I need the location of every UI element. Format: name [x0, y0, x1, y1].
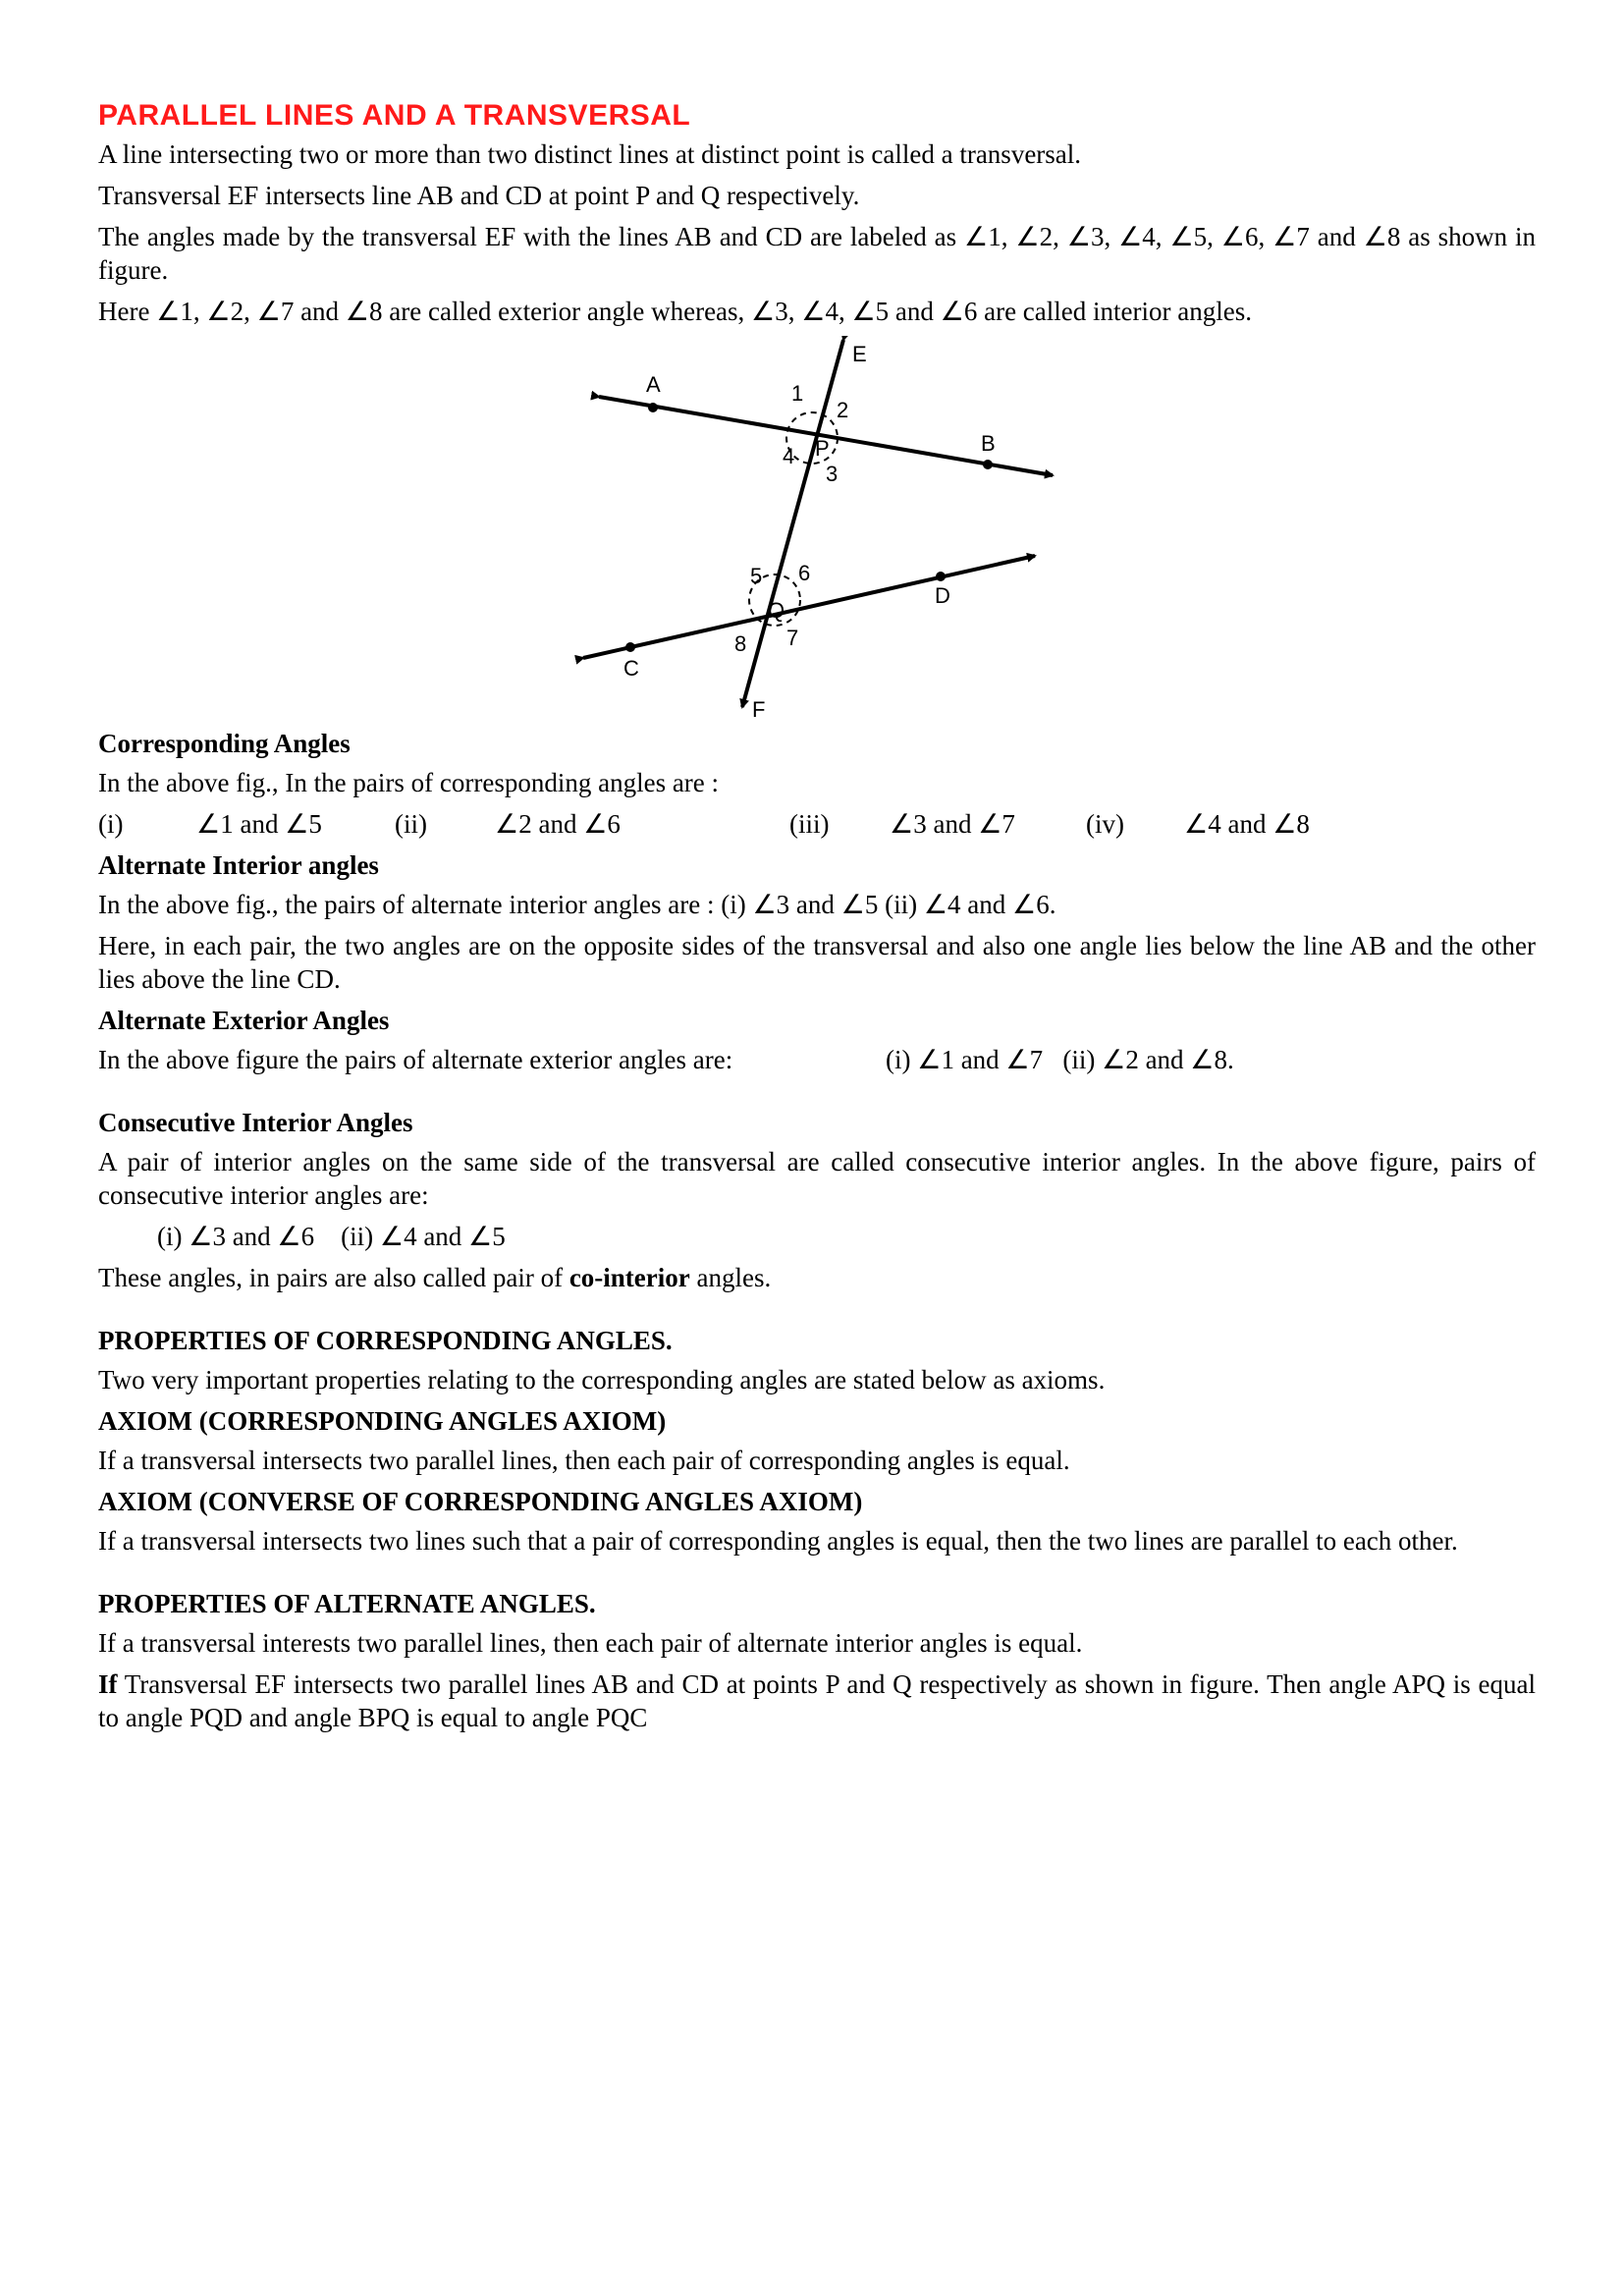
pair-num-iv: (iv)	[1086, 809, 1124, 839]
consecutive-heading: Consecutive Interior Angles	[98, 1108, 413, 1137]
label-point-q: Q	[768, 598, 785, 623]
consecutive-text: A pair of interior angles on the same side of the transversal are called consecutive interior angles. In the above figure, pairs of consecutive interior angles are:	[98, 1147, 1536, 1210]
axiom-1-text: If a transversal intersects two parallel lines, then each pair of corresponding angles is equal.	[98, 1446, 1070, 1475]
intro-paragraph-1: A line intersecting two or more than two distinct lines at distinct point is called a transversal.	[98, 139, 1082, 169]
label-point-f: F	[752, 697, 766, 722]
co-interior-note-before: These angles, in pairs are also called pair of	[98, 1263, 569, 1292]
pair-3-7: ∠3 and ∠7	[890, 809, 1015, 839]
label-angle-8: 8	[734, 631, 747, 656]
alt-exterior-text: In the above figure the pairs of alternate exterior angles are:	[98, 1045, 733, 1074]
consecutive-pairs: (i) ∠3 and ∠6 (ii) ∠4 and ∠5	[157, 1222, 506, 1251]
point-b-dot	[983, 460, 993, 469]
axiom-2-heading: AXIOM (CONVERSE OF CORRESPONDING ANGLES AXIOM)	[98, 1487, 863, 1516]
document-page	[98, 98, 1536, 1742]
transversal-figure	[98, 336, 1536, 723]
prop-alt-heading: PROPERTIES OF ALTERNATE ANGLES.	[98, 1589, 596, 1618]
label-angle-4: 4	[783, 444, 795, 468]
prop-alt-text-2	[98, 1667, 1536, 1734]
alt-interior-text-1: In the above fig., the pairs of alternate interior angles are : (i) ∠3 and ∠5 (ii) ∠4 and ∠6.	[98, 890, 1056, 919]
label-point-p: P	[815, 436, 830, 461]
pair-num-i: (i)	[98, 809, 124, 839]
pair-4-8: ∠4 and ∠8	[1184, 809, 1310, 839]
co-interior-note	[98, 1261, 1536, 1294]
intro-paragraph-4: Here ∠1, ∠2, ∠7 and ∠8 are called exterior angle whereas, ∠3, ∠4, ∠5 and ∠6 are called interior angles.	[98, 297, 1252, 326]
label-angle-3: 3	[826, 462, 839, 486]
page-title: PARALLEL LINES AND A TRANSVERSAL	[98, 99, 691, 132]
point-c-dot	[625, 642, 635, 652]
point-d-dot	[936, 572, 946, 581]
prop-alt-text-2-bold: If	[98, 1669, 118, 1699]
pair-1-5: ∠1 and ∠5	[196, 809, 322, 839]
pair-2-6: ∠2 and ∠6	[495, 809, 621, 839]
prop-alt-text-2-rest: Transversal EF intersects two parallel lines AB and CD at points P and Q respectively as shown in figure. Then angle APQ is equal to angle PQD and angle BPQ is equal to angle PQC	[98, 1669, 1536, 1732]
intro-paragraph-2: Transversal EF intersects line AB and CD at point P and Q respectively.	[98, 181, 860, 210]
pair-num-ii: (ii)	[395, 809, 427, 839]
prop-corr-heading: PROPERTIES OF CORRESPONDING ANGLES.	[98, 1326, 673, 1355]
label-point-a: A	[646, 372, 661, 397]
alt-exterior-heading: Alternate Exterior Angles	[98, 1006, 390, 1035]
corresponding-pairs	[98, 807, 1536, 841]
pair-num-iii: (iii)	[789, 809, 830, 839]
corresponding-text: In the above fig., In the pairs of corresponding angles are :	[98, 768, 720, 797]
prop-corr-text: Two very important properties relating to the corresponding angles are stated below as axioms.	[98, 1365, 1106, 1394]
prop-alt-text-1: If a transversal interests two parallel lines, then each pair of alternate interior angles is equal.	[98, 1628, 1083, 1658]
label-angle-1: 1	[791, 381, 804, 406]
axiom-2-text: If a transversal intersects two lines such that a pair of corresponding angles is equal, then the two lines are parallel to each other.	[98, 1526, 1458, 1556]
co-interior-note-bold: co-interior	[568, 1263, 690, 1292]
label-point-d: D	[935, 583, 950, 608]
transversal-diagram	[98, 336, 1536, 723]
label-point-b: B	[981, 431, 996, 456]
label-angle-2: 2	[837, 398, 849, 422]
label-point-c: C	[623, 656, 639, 681]
label-angle-7: 7	[786, 626, 799, 650]
label-angle-5: 5	[750, 564, 763, 588]
alt-exterior-line	[98, 1043, 1536, 1076]
intro-paragraph-3: The angles made by the transversal EF with the lines AB and CD are labeled as ∠1, ∠2, ∠3, ∠4, ∠5, ∠6, ∠7 and ∠8 as shown in figure.	[98, 222, 1536, 285]
corresponding-heading: Corresponding Angles	[98, 729, 351, 758]
co-interior-note-after: angles.	[689, 1263, 772, 1292]
alt-interior-heading: Alternate Interior angles	[98, 850, 379, 880]
label-angle-6: 6	[798, 561, 811, 585]
alt-exterior-pairs: (i) ∠1 and ∠7 (ii) ∠2 and ∠8.	[886, 1045, 1234, 1074]
alt-interior-text-2: Here, in each pair, the two angles are on the opposite sides of the transversal and also one angle lies below the line AB and the other lies above the line CD.	[98, 931, 1536, 994]
axiom-1-heading: AXIOM (CORRESPONDING ANGLES AXIOM)	[98, 1406, 667, 1436]
label-point-e: E	[852, 342, 867, 366]
point-a-dot	[648, 403, 658, 412]
